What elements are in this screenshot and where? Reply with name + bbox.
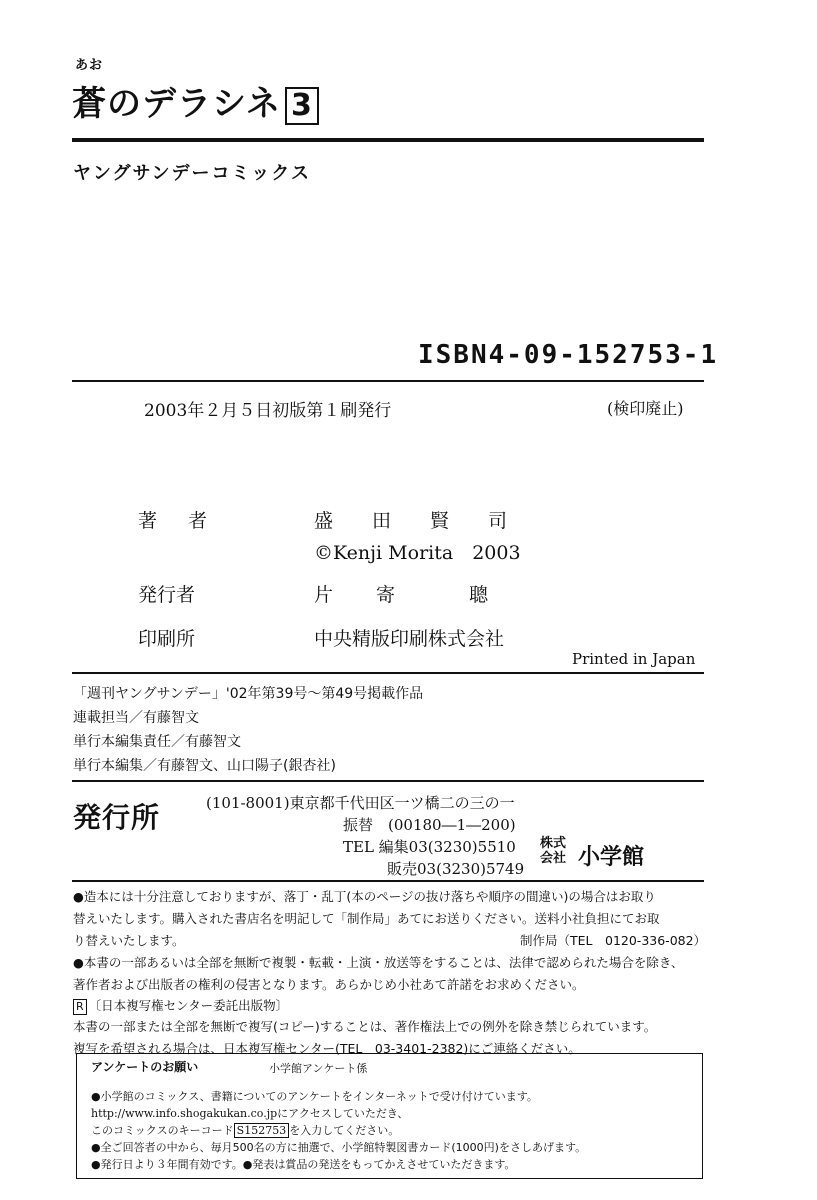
r-mark: R (73, 999, 87, 1015)
survey-dept: 小学館アンケート係 (269, 1062, 368, 1075)
survey-line-2-suffix: にアクセスしていただき、 (277, 1107, 409, 1120)
book-title (72, 76, 319, 125)
title-rule (72, 138, 704, 142)
serialization-line-3: 単行本編集責任／有藤智文 (73, 734, 241, 750)
notice-line-4: ●本書の一部あるいは全部を無断で複製・転載・上演・放送等をすることは、法律で認められた場合を除き、 (73, 955, 684, 970)
publisher-address: (101-8001)東京都千代田区一ツ橋二の三の一 (206, 794, 515, 812)
printed-in-japan: Printed in Japan (572, 650, 696, 668)
publication-date: 2003年２月５日初版第１刷発行 (144, 401, 392, 421)
survey-line-1: ●小学館のコミックス、書籍についてのアンケートをインターネットで受け付けています。 (91, 1090, 538, 1103)
imprint-label: ヤングサンデーコミックス (73, 163, 312, 184)
notice-line-3: り替えいたします。 (73, 933, 185, 948)
notice-line-5: 著作者および出版者の権利の侵害となります。あらかじめ小社あて許諾をお求めください。 (73, 977, 585, 992)
publisher-tel-edit: TEL 編集03(3230)5510 (343, 838, 516, 856)
publisher-transfer: 振替 (00180―1―200) (343, 816, 516, 834)
survey-line-4: ●全ご回答者の中から、毎月500名の方に抽選で、小学館特製図書カード(1000円)をさしあげます。 (91, 1141, 587, 1154)
publisher-label: 発行者 (138, 584, 196, 606)
printed-rule (72, 672, 704, 674)
printer-label: 印刷所 (138, 628, 196, 650)
publisher-tel-sales: 販売03(3230)5749 (387, 860, 525, 878)
survey-line-2 (91, 1105, 408, 1121)
notice-line-6 (73, 996, 288, 1015)
survey-line-5: ●発行日より３年間有効です。●発表は賞品の発送をもってかえさせていただきます。 (91, 1158, 516, 1171)
title-ruby: あお (75, 58, 104, 73)
serialization-line-2: 連載担当／有藤智文 (73, 710, 199, 726)
notice-line-6-text: 〔日本複写権センター委託出版物〕 (88, 998, 289, 1013)
survey-url-link[interactable]: http://www.info.shogakukan.co.jp (91, 1107, 278, 1120)
publisher-heading: 発行所 (73, 801, 161, 834)
notice-line-8: 複写を希望される場合は、日本複写権センター(TEL 03-3401-2382)にご連絡ください。 (73, 1041, 581, 1056)
book-title-text: 蒼のデラシネ (72, 84, 281, 124)
serialization-rule (72, 780, 704, 782)
printer-name: 中央精版印刷株式会社 (314, 628, 505, 650)
survey-line-3 (91, 1122, 399, 1138)
notice-line-7: 本書の一部または全部を無断で複写(コピー)することは、著作権法上での例外を除き禁じられています。 (73, 1019, 657, 1034)
volume-number: 3 (285, 87, 319, 125)
seal-abolished-note: (検印廃止) (607, 399, 684, 418)
publisher-rule (72, 880, 704, 882)
publisher-name: 小学館 (578, 845, 645, 870)
survey-line-3-prefix: このコミックスのキーコード (91, 1124, 234, 1137)
survey-box (76, 1053, 703, 1179)
author-name: 盛 田 賢 司 (314, 510, 518, 532)
notice-line-1: ●造本には十分注意しておりますが、落丁・乱丁(本のページの抜け落ちや順序の間違い)の場合はお取り (73, 889, 656, 904)
kabushiki-kaisha: 株式会社 (540, 836, 567, 866)
publisher-person-name: 片 寄 聰 (314, 584, 501, 606)
author-label: 著 者 (138, 510, 214, 532)
production-dept-contact: 制作局（TEL 0120-336-082） (520, 933, 707, 948)
serialization-line-1: 「週刊ヤングサンデー」'02年第39号〜第49号掲載作品 (73, 686, 424, 702)
isbn-rule (72, 380, 704, 382)
isbn: ISBN4-09-152753-1 (418, 340, 719, 370)
notice-line-2: 替えいたします。購入された書店名を明記して「制作局」あてにお送りください。送料小社負担にてお取 (73, 911, 660, 926)
survey-heading: アンケートのお願い (91, 1060, 199, 1074)
serialization-line-4: 単行本編集／有藤智文、山口陽子(銀杏社) (73, 758, 336, 774)
survey-line-3-suffix: を入力してください。 (289, 1124, 400, 1137)
copyright-line: ©Kenji Morita 2003 (314, 542, 521, 564)
survey-keycode: S152753 (234, 1123, 290, 1138)
